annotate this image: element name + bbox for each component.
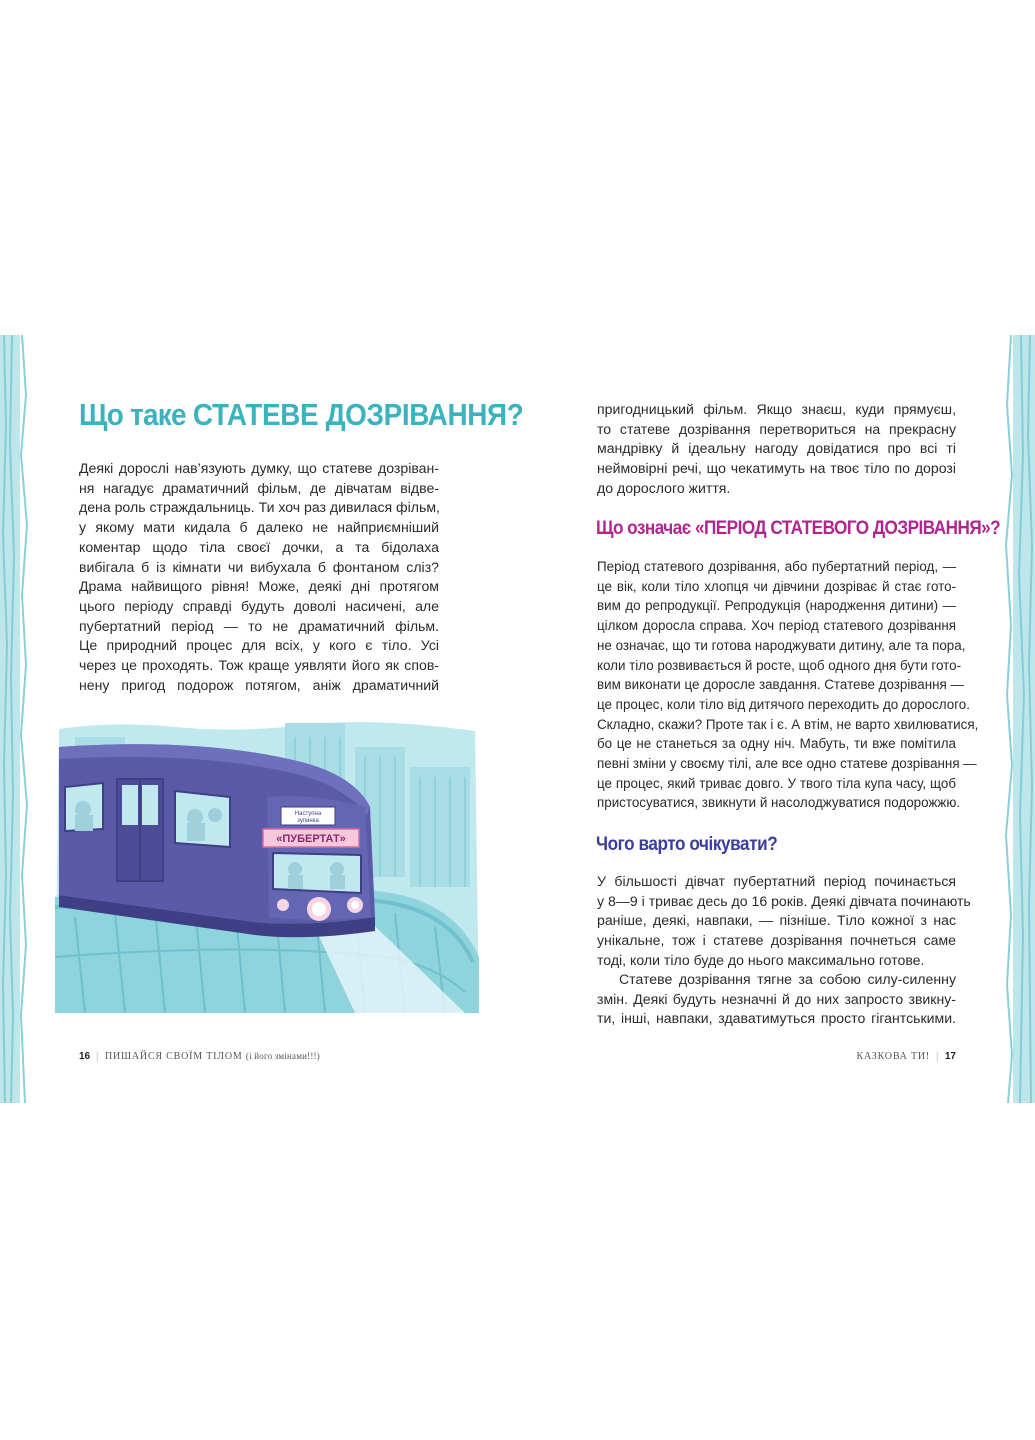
text-line: цілком доросла справа. Хоч період статевого дозрівання: [597, 618, 956, 634]
text-line: Це природний процес для всіх, у кого є тіло. Усі: [79, 637, 439, 654]
intro-continuation: [597, 400, 956, 499]
book-spread: [0, 335, 1035, 1103]
text-line: Складно, скажи? Проте так і є. А втім, не варто хвилюватися,: [597, 716, 979, 732]
text-line: змін. Деякі будуть незначні й до них запросто звикну-: [597, 990, 956, 1007]
title-prefix: Що таке: [79, 397, 193, 432]
text-line: пристосуватися, звикнути й насолоджуватися подорожжю.: [597, 795, 961, 811]
text-line: ти, інші, навпаки, здаватимуться просто гігантськими.: [597, 1010, 956, 1027]
text-line: через це проходять. Тож краще уявляти його як спов-: [79, 657, 439, 674]
section-heading-puberty-period: Що означає «ПЕРІОД СТАТЕВОГО ДОЗРІВАННЯ»?: [596, 517, 1001, 539]
title-emphasis: СТАТЕВЕ ДОЗРІВАННЯ?: [192, 397, 524, 432]
text-line: то статеве дозрівання перетвориться на прекрасну: [597, 420, 956, 437]
text-line: дена роль страждальниць. Ти хоч раз дивилася фільм,: [79, 499, 440, 516]
train-destination-sign: «ПУБЕРТАТ»: [276, 833, 346, 845]
left-decorative-edge: [0, 335, 34, 1103]
footer-left: [79, 1051, 320, 1062]
text-line: У більшості дівчат пубертатний період починається: [597, 873, 956, 889]
text-line: мандрівку й ідеальну нагоду довідатися про всі ті: [597, 440, 956, 457]
text-line: не означає, що ти готова народжувати дитину, але та пора,: [597, 637, 966, 653]
text-line: Драма найвищого рівня! Може, деякі дні протягом: [79, 578, 439, 595]
section-puberty-period-text: [597, 557, 979, 813]
sign-small-text-2: зупинка: [297, 818, 319, 824]
text-line: нену пригод подорож потягом, аніж драматичний: [79, 676, 439, 693]
intro-paragraph: [79, 459, 439, 695]
right-decorative-edge: [1003, 335, 1035, 1103]
text-line: вибігала б із кімнати чи вибухала б фонтаном сліз?: [79, 558, 439, 575]
section-heading-what-to-expect: Чого варто очікувати?: [596, 833, 778, 855]
text-line: цього періоду справді будуть доволі насичені, але: [79, 597, 439, 614]
text-line: коли тіло розвивається й росте, щоб одного дня бути гото-: [597, 657, 962, 673]
text-line: унікальне, тож і статеве дозрівання почнеться саме: [597, 932, 956, 949]
text-line: Деякі дорослі нав’язують думку, що статеве дозріван-: [79, 460, 439, 476]
text-line: вим до репродукції. Репродукція (народження дитини) —: [597, 598, 956, 614]
page-title: [79, 397, 523, 433]
page-number-left: 16: [79, 1051, 91, 1062]
text-line: це процес, який триває довго. У твого тіла купа часу, щоб: [597, 775, 956, 791]
footer-separator: |: [96, 1051, 99, 1062]
text-line: у якому мати кидала б далеко не найприємніший: [79, 519, 439, 536]
running-head-subtitle: (і його змінами!!!): [245, 1051, 320, 1061]
text-line: у 8—9 і триває десь до 16 років. Деякі дівчата починають: [597, 892, 971, 909]
text-line: неймовірні речі, що чекатимуть на твоє тіло по дорозі: [597, 460, 956, 477]
text-line: Період статевого дозрівання, або пубертатний період, —: [597, 559, 956, 574]
footer-separator: |: [936, 1051, 939, 1062]
text-line: це процес, коли тіло від дитячого переходить до дорослого.: [597, 696, 970, 712]
text-line: до дорослого життя.: [597, 479, 731, 496]
text-line: коментар щодо тіла своєї дочки, а та бідолаха: [79, 538, 439, 555]
train-illustration: [55, 717, 480, 1013]
text-line: певні зміни у своєму тілі, але все одно статеве дозрівання —: [597, 756, 977, 772]
text-line: вим виконати це доросле завдання. Статеве дозрівання —: [597, 677, 964, 693]
footer-right: [857, 1051, 956, 1062]
section-what-to-expect-text: [597, 872, 971, 971]
text-line: ня нагадує драматичний фільм, де дівчатам відве-: [79, 479, 439, 496]
text-line: бо це не станеться за одну ніч. Мабуть, ти вже помітила: [597, 736, 956, 752]
running-head-book-title: ПИШАЙСЯ СВОЇМ ТІЛОМ: [104, 1051, 243, 1062]
text-line: пубертатний період — то не драматичний фільм.: [79, 617, 439, 634]
sign-small-text: Наступна: [294, 811, 322, 817]
text-line: це вік, коли тіло хлопця чи дівчини дозріває й стає гото-: [597, 578, 956, 594]
page-number-right: 17: [944, 1051, 956, 1062]
text-line: тоді, коли тіло буде до нього максимально готове.: [597, 951, 925, 968]
text-line: пригодницький фільм. Якщо знаєш, куди прямуєш,: [597, 401, 956, 417]
text-line: раніше, деякі, навпаки, — пізніше. Тіло кожної з нас: [597, 912, 956, 929]
running-head-chapter: КАЗКОВА ТИ!: [856, 1051, 931, 1062]
section-changes-text: [597, 970, 956, 1029]
text-line: Статеве дозрівання тягне за собою силу-силенну: [619, 971, 956, 987]
